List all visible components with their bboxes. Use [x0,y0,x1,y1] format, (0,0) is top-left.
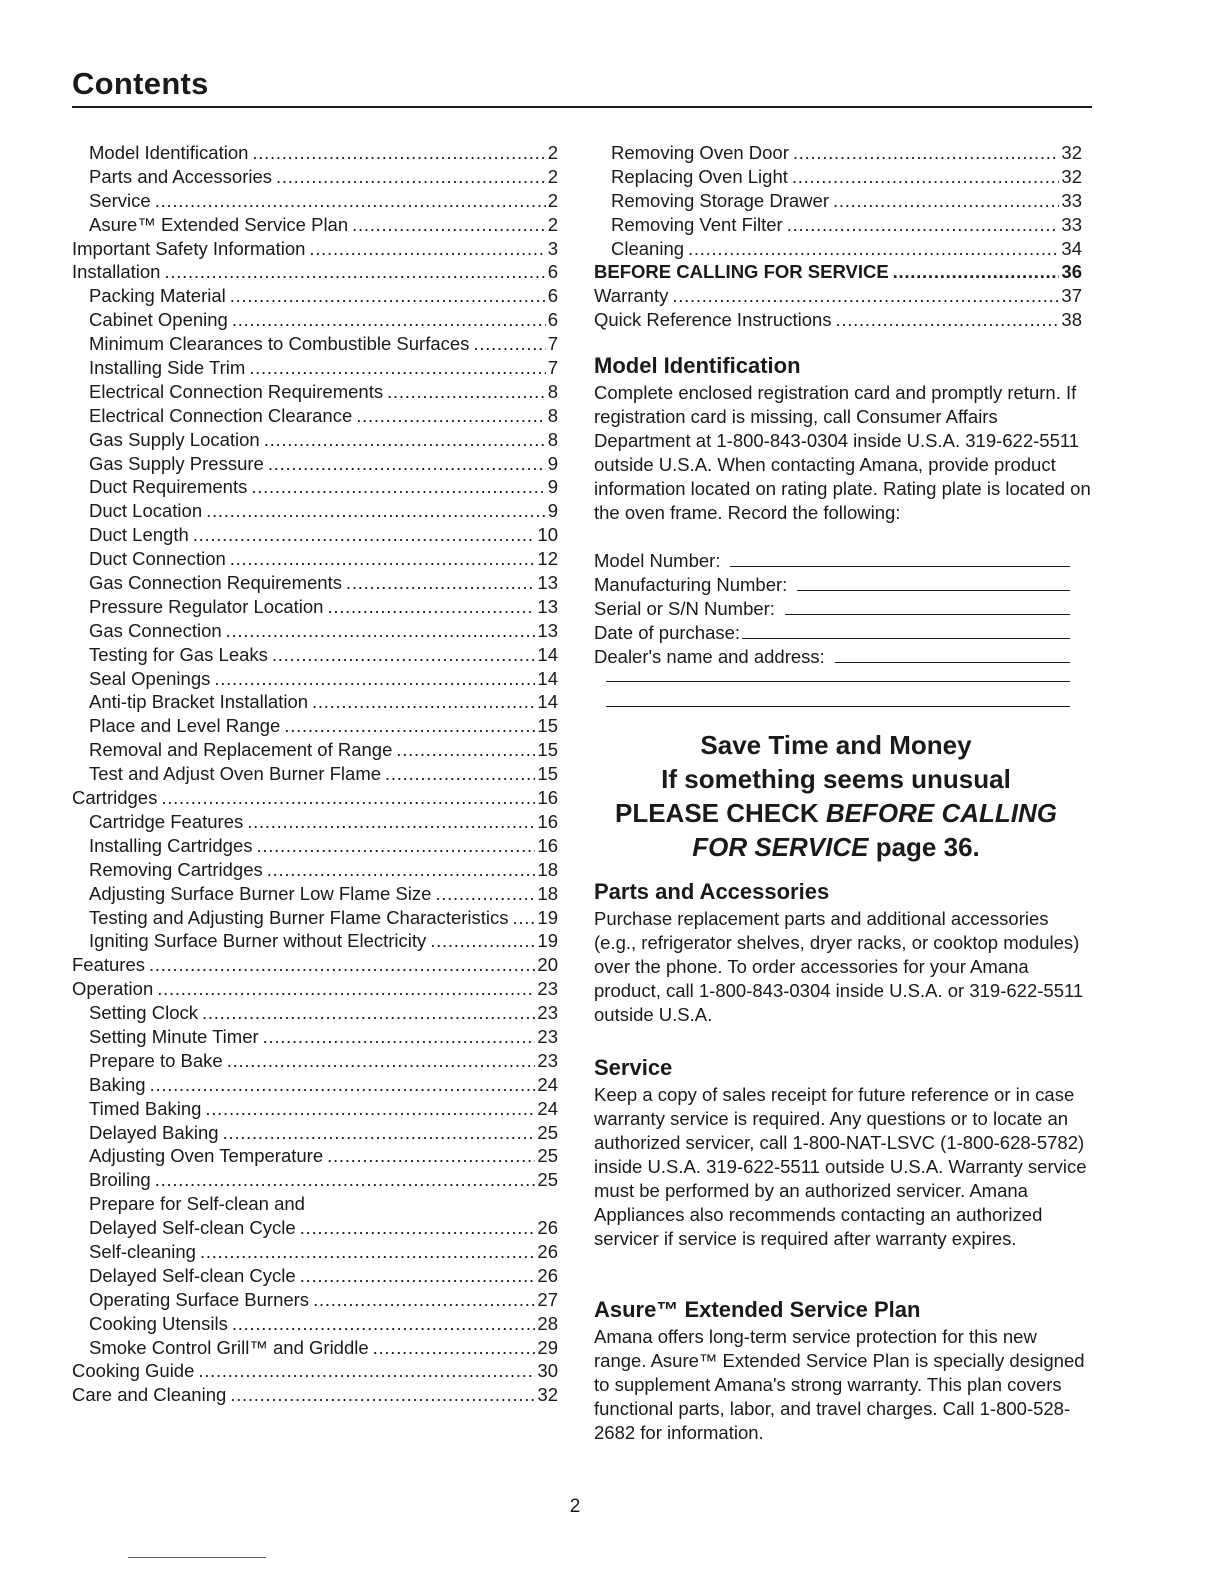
toc-entry-label: Timed Baking [89,1097,202,1119]
parts-text: Purchase replacement parts and additional accessories (e.g., refrigerator shelves, dryer racks, or cooktop modules) over the phone. To order accessories for your Amana product, call 1-800-843-0304 inside U.S.A. or 319-622-5511 outside U.S.A. [594,908,1084,1025]
toc-entry-page: 7 [547,333,558,355]
toc-entry-label: Delayed Baking [89,1121,219,1143]
toc-leader-dots [155,1168,536,1192]
toc-entry-page: 16 [537,787,558,809]
toc-entry-label: Gas Connection Requirements [89,572,342,594]
toc-entry [72,547,558,571]
toc-leader-dots [150,1073,536,1097]
toc-entry-page: 2 [547,189,558,211]
toc-entry-page: 9 [547,452,558,474]
toc-entry [72,977,558,1001]
parts-heading: Parts and Accessories [594,879,830,904]
toc-leader-dots [267,858,536,882]
toc-entry-page: 13 [537,619,558,641]
toc-entry [72,1216,558,1240]
toc-leader-dots [836,308,1060,332]
toc-entry-page: 14 [537,667,558,689]
toc-entry-label: Minimum Clearances to Combustible Surfaces [89,333,470,355]
toc-entry-page: 19 [537,906,558,928]
toc-entry [72,1312,558,1336]
toc-entry-page: 38 [1061,309,1082,331]
toc-entry [72,1336,558,1360]
toc-entry-label: Setting Clock [89,1002,198,1024]
toc-entry-label: Testing and Adjusting Burner Flame Characteristics [89,906,509,928]
toc-entry-label: Seal Openings [89,667,211,689]
date-of-purchase-field: Date of purchase: [594,621,1070,645]
toc-entry [72,165,558,189]
toc-entry-label: Delayed Self-clean Cycle [89,1217,296,1239]
toc-entry-label: Features [72,954,146,976]
toc-leader-dots [252,141,545,165]
toc-leader-dots [396,738,535,762]
toc-entry-page: 14 [537,643,558,665]
dealer-address-line-2 [606,694,1070,707]
toc-entry-label: Duct Length [89,524,189,546]
toc-entry [72,1049,558,1073]
toc-leader-dots [284,714,535,738]
toc-entry-page: 33 [1061,189,1082,211]
toc-entry-page: 8 [547,428,558,450]
toc-entry [72,428,558,452]
toc-entry-page: 13 [537,572,558,594]
toc-entry-page: 37 [1061,285,1082,307]
toc-entry [72,213,558,237]
toc-entry-page: 25 [537,1121,558,1143]
toc-entry-page: 18 [537,882,558,904]
toc-entry [72,738,558,762]
toc-leader-dots [473,332,545,356]
toc-entry-label: Setting Minute Timer [89,1025,259,1047]
service-section [594,1055,1092,1251]
toc-leader-dots [513,906,536,930]
toc-entry [72,332,558,356]
toc-leader-dots [249,356,545,380]
toc-leader-dots [387,380,546,404]
toc-entry-label: Asure™ Extended Service Plan [89,213,349,235]
toc-entry [72,953,558,977]
toc-entry [72,356,558,380]
toc-leader-dots [230,547,536,571]
toc-entry-label: Removing Oven Door [611,142,789,163]
toc-entry-label: Cabinet Opening [89,309,228,331]
toc-leader-dots [263,1025,536,1049]
toc-entry-page: 33 [1061,213,1082,235]
toc-entry-label: Prepare for Self-clean and [89,1193,305,1215]
asure-section [594,1297,1092,1445]
toc-entry-page: 36 [1061,261,1082,283]
toc-entry-page: 23 [537,1025,558,1047]
toc-entry [72,1073,558,1097]
toc-entry-label: Delayed Self-clean Cycle [89,1264,296,1286]
toc-entry-page: 32 [1061,142,1082,163]
toc-entry [594,189,1082,213]
toc-entry-page: 27 [537,1288,558,1310]
toc-entry-page: 19 [537,930,558,952]
toc-leader-dots [833,189,1059,213]
toc-entry-label: Testing for Gas Leaks [89,643,268,665]
toc-leader-dots [193,523,536,547]
service-callout: Save Time and Money If something seems unusual PLEASE CHECK BEFORE CALLING FOR SERVICE page 36. [614,730,1058,862]
toc-leader-dots [430,929,535,953]
toc-entry [72,906,558,930]
toc-leader-dots [346,571,535,595]
toc-entry-label: Parts and Accessories [89,165,273,187]
toc-entry [72,1264,558,1288]
toc-entry [72,1240,558,1264]
toc-entry-label: Service [89,189,151,211]
serial-number-field: Serial or S/N Number: [594,597,1070,621]
toc-leader-dots [161,786,535,810]
toc-entry [72,189,558,213]
toc-entry-label: Removing Vent Filter [611,213,783,235]
toc-leader-dots [157,977,535,1001]
toc-entry-page: 10 [537,524,558,546]
toc-entry-label: Self-cleaning [89,1240,196,1262]
toc-entry-label: Warranty [594,285,669,307]
toc-leader-dots [164,260,545,284]
toc-leader-dots [149,953,535,977]
asure-text: Amana offers long-term service protection for this new range. Asure™ Extended Service Plan is specially designed to supplement Amana's strong warranty. This plan covers functional parts, labor, and travel charges. Call 1-800-528-2682 for information. [594,1326,1085,1443]
model-identification-section [594,353,1092,525]
toc-leader-dots [200,1240,535,1264]
toc-entry-label: Cartridge Features [89,810,244,832]
toc-entry-page: 25 [537,1145,558,1167]
toc-entry [72,1025,558,1049]
toc-entry [72,1097,558,1121]
toc-entry-page: 25 [537,1169,558,1191]
toc-entry-page: 26 [537,1217,558,1239]
toc-entry-label: Pressure Regulator Location [89,595,324,617]
toc-entry [72,643,558,667]
toc-entry [72,1001,558,1025]
toc-leader-dots [373,1336,536,1360]
parts-section [594,879,1092,1027]
toc-entry [72,690,558,714]
toc-entry [72,308,558,332]
toc-entry-label: Cooking Guide [72,1360,195,1382]
toc-entry-page: 24 [537,1097,558,1119]
toc-entry-label: Prepare to Bake [89,1049,223,1071]
toc-entry-page: 6 [547,285,558,307]
toc-entry-label: Adjusting Surface Burner Low Flame Size [89,882,432,904]
toc-entry-label: Electrical Connection Clearance [89,404,353,426]
toc-left-column [72,141,558,1407]
toc-leader-dots [672,284,1059,308]
toc-entry [72,619,558,643]
toc-leader-dots [300,1216,536,1240]
toc-leader-dots [312,690,535,714]
toc-entry-page: 2 [547,213,558,235]
toc-entry-page: 34 [1061,237,1082,259]
toc-entry [72,571,558,595]
toc-leader-dots [309,237,545,261]
toc-leader-dots [257,834,536,858]
dealer-address-line-1 [606,669,1070,682]
toc-entry-label: Electrical Connection Requirements [89,380,384,402]
toc-leader-dots [792,165,1060,189]
toc-leader-dots [214,667,535,691]
toc-entry-label: Model Identification [89,142,249,163]
toc-entry-label: Installing Side Trim [89,357,246,379]
toc-leader-dots [155,189,546,213]
toc-leader-dots [276,165,546,189]
toc-entry-label: Duct Location [89,500,203,522]
service-heading: Service [594,1055,673,1080]
toc-entry-page: 9 [547,476,558,498]
toc-leader-dots [202,1001,535,1025]
toc-leader-dots [327,595,535,619]
manufacturing-number-field: Manufacturing Number: [594,573,1070,597]
toc-entry-label: Quick Reference Instructions [594,309,832,331]
toc-leader-dots [793,141,1060,165]
toc-leader-dots [385,762,535,786]
toc-entry [72,380,558,404]
toc-entry [72,786,558,810]
toc-entry [72,475,558,499]
toc-entry [72,404,558,428]
model-identification-text: Complete enclosed registration card and promptly return. If registration card is missing, call Consumer Affairs Department at 1-800-843-0304 inside U.S.A. 319-622-5511 outside U.S.A. When contacting Amana, provide product information located on rating plate. Rating plate is located on the oven frame. Record the following: [594,382,1091,523]
toc-entry-label: Duct Connection [89,548,226,570]
page-title: Contents [72,66,209,101]
toc-entry [594,308,1082,332]
toc-entry [72,1121,558,1145]
toc-entry-page: 2 [547,142,558,163]
toc-entry-label: Installing Cartridges [89,834,253,856]
record-form [594,549,1070,719]
toc-entry-page: 16 [537,834,558,856]
toc-entry-label: Gas Supply Location [89,428,260,450]
toc-leader-dots [300,1264,536,1288]
toc-entry [72,284,558,308]
toc-entry-page: 3 [547,237,558,259]
asure-heading: Asure™ Extended Service Plan [594,1297,921,1322]
toc-leader-dots [232,1312,536,1336]
toc-entry [72,667,558,691]
toc-entry-label: Cleaning [611,237,685,259]
toc-entry-page: 15 [537,739,558,761]
toc-entry [72,1288,558,1312]
toc-leader-dots [356,404,545,428]
toc-leader-dots [268,452,546,476]
toc-entry-page: 7 [547,357,558,379]
toc-entry [72,1192,558,1216]
toc-leader-dots [247,810,535,834]
toc-leader-dots [223,1121,536,1145]
toc-entry [72,499,558,523]
toc-entry-label: Anti-tip Bracket Installation [89,691,309,713]
model-identification-heading: Model Identification [594,353,801,378]
toc-entry-label: Replacing Oven Light [611,165,788,187]
dealer-name-field: Dealer's name and address: [594,645,1070,669]
toc-entry-page: 23 [537,978,558,1000]
toc-leader-dots [787,213,1060,237]
toc-leader-dots [230,284,546,308]
toc-entry-label: Operation [72,978,154,1000]
toc-leader-dots [264,428,546,452]
toc-entry-label: Packing Material [89,285,226,307]
toc-entry-page: 9 [547,500,558,522]
toc-entry-page: 23 [537,1002,558,1024]
toc-entry-label: Smoke Control Grill™ and Griddle [89,1336,369,1358]
toc-entry [72,810,558,834]
toc-entry-page: 12 [537,548,558,570]
toc-entry-label: Removing Cartridges [89,858,263,880]
toc-leader-dots [205,1097,535,1121]
toc-entry-label: Operating Surface Burners [89,1288,310,1310]
toc-entry-label: Igniting Surface Burner without Electricity [89,930,427,952]
toc-entry-page: 26 [537,1240,558,1262]
toc-entry-page: 28 [537,1312,558,1334]
toc-entry [594,141,1082,165]
toc-entry-page: 8 [547,380,558,402]
toc-entry-label: Important Safety Information [72,237,306,259]
toc-entry-label: Broiling [89,1169,151,1191]
toc-entry [72,595,558,619]
toc-leader-dots [352,213,546,237]
toc-entry [72,260,558,284]
toc-leader-dots [198,1359,535,1383]
toc-entry [72,834,558,858]
title-rule [72,106,1092,108]
toc-leader-dots [893,260,1060,284]
toc-entry-page: 15 [537,763,558,785]
toc-entry [72,882,558,906]
toc-entry-page: 24 [537,1073,558,1095]
toc-entry [72,858,558,882]
toc-entry-page: 26 [537,1264,558,1286]
toc-entry-page: 2 [547,165,558,187]
toc-entry-label: Gas Connection [89,619,222,641]
toc-entry [72,523,558,547]
toc-entry [594,237,1082,261]
toc-entry-label: Cartridges [72,787,158,809]
toc-entry [594,165,1082,189]
toc-entry-page: 13 [537,595,558,617]
toc-entry-label: Removing Storage Drawer [611,189,829,211]
toc-entry-page: 32 [537,1384,558,1406]
toc-leader-dots [206,499,546,523]
toc-entry [594,284,1082,308]
toc-entry-page: 15 [537,715,558,737]
toc-entry [72,929,558,953]
toc-entry-label: Place and Level Range [89,715,281,737]
toc-leader-dots [232,308,546,332]
toc-leader-dots [230,1383,535,1407]
toc-entry-page: 29 [537,1336,558,1358]
toc-leader-dots [272,643,536,667]
toc-entry-page: 30 [537,1360,558,1382]
toc-entry [72,1359,558,1383]
toc-leader-dots [313,1288,535,1312]
toc-entry-page: 20 [537,954,558,976]
service-text: Keep a copy of sales receipt for future reference or in case warranty service is required. Any questions or to locate an authorized servicer, call 1-800-NAT-LSVC (1-800-628-5782) inside U.S.A. 319-622-5511 outside U.S.A. Warranty service must be performed by an authorized servicer. Amana Appliances also recommends contacting an authorized servicer if service is required after warranty expires. [594,1084,1087,1249]
toc-entry [72,714,558,738]
toc-entry-label: Baking [89,1073,146,1095]
toc-entry [72,1168,558,1192]
toc-entry [594,260,1082,284]
toc-entry-label: Care and Cleaning [72,1384,227,1406]
toc-leader-dots [251,475,545,499]
toc-leader-dots [688,237,1059,261]
toc-entry-page: 6 [547,309,558,331]
toc-leader-dots [226,619,536,643]
toc-leader-dots [227,1049,536,1073]
toc-entry [72,1383,558,1407]
toc-entry [72,141,558,165]
toc-entry-page: 32 [1061,165,1082,187]
footer-link-underline [128,1557,266,1558]
toc-leader-dots [327,1144,535,1168]
toc-entry-page: 18 [537,858,558,880]
toc-entry-page: 16 [537,810,558,832]
toc-entry [72,452,558,476]
toc-leader-dots [435,882,535,906]
toc-entry [72,1144,558,1168]
toc-entry-label: Test and Adjust Oven Burner Flame [89,763,382,785]
toc-entry [594,213,1082,237]
toc-entry-label: BEFORE CALLING FOR SERVICE [594,261,889,283]
toc-entry-label: Removal and Replacement of Range [89,739,393,761]
toc-entry-page: 23 [537,1049,558,1071]
page-number: 2 [569,1496,581,1517]
toc-right-column [594,141,1082,332]
toc-entry-label: Adjusting Oven Temperature [89,1145,324,1167]
toc-entry [72,237,558,261]
toc-entry-label: Cooking Utensils [89,1312,228,1334]
model-number-field: Model Number: [594,549,1070,573]
toc-entry-page: 6 [547,261,558,283]
toc-entry-page: 14 [537,691,558,713]
toc-entry [72,762,558,786]
toc-entry-page: 8 [547,404,558,426]
toc-entry-label: Duct Requirements [89,476,248,498]
toc-entry-label: Gas Supply Pressure [89,452,264,474]
toc-entry-label: Installation [72,261,161,283]
